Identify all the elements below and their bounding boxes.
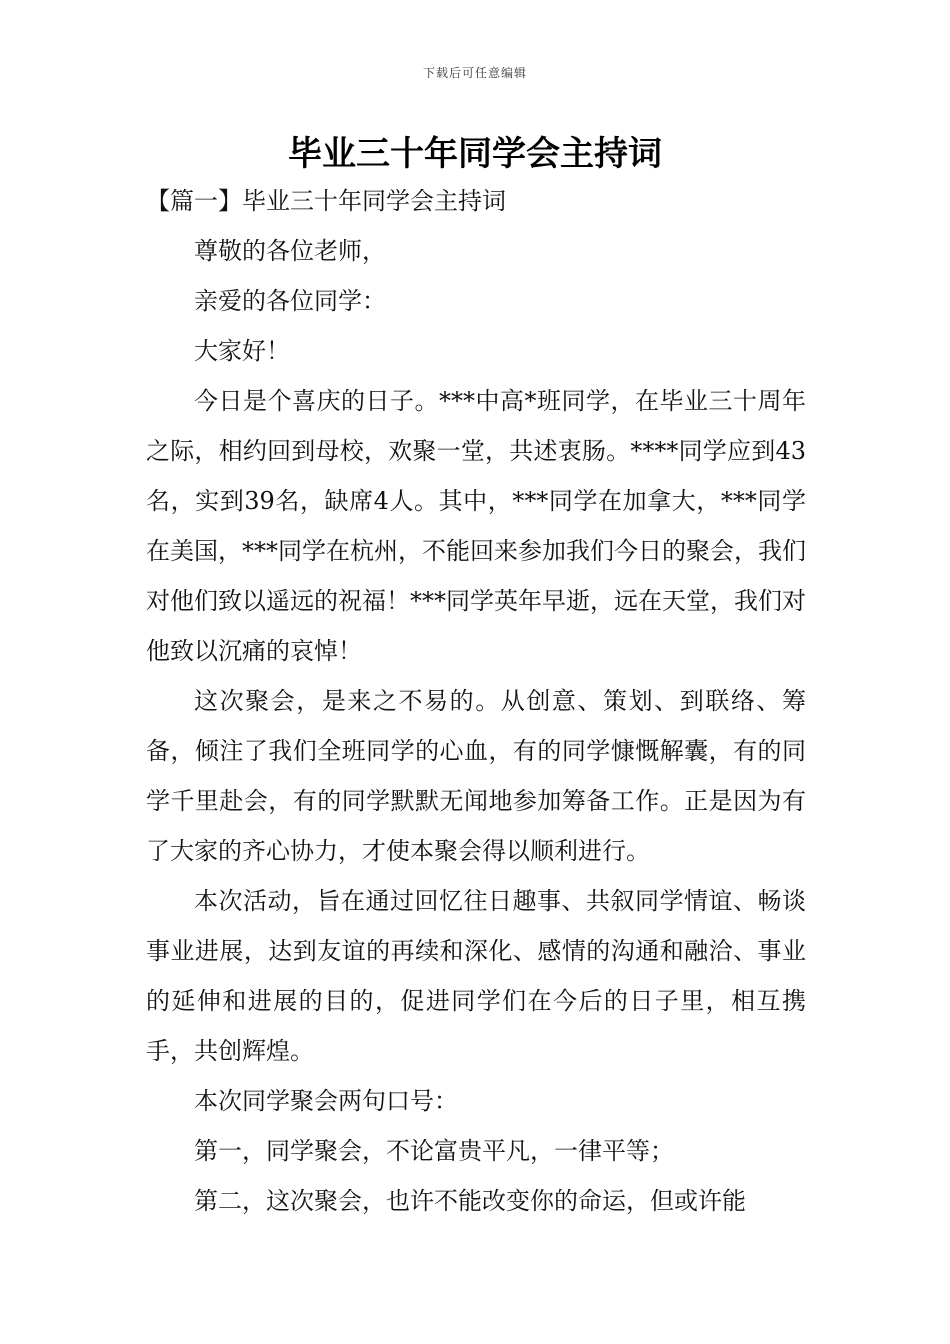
section-heading: 【篇一】毕业三十年同学会主持词: [146, 187, 506, 215]
document-title: 毕业三十年同学会主持词: [288, 134, 662, 174]
paragraph-slogan-one: 第一，同学聚会，不论富贵平凡，一律平等；: [194, 1137, 674, 1165]
paragraph-hello: 大家好！: [194, 337, 290, 365]
paragraph-slogans-intro: 本次同学聚会两句口号：: [194, 1087, 458, 1115]
paragraph-intro: 今日是个喜庆的日子。***中高*班同学，在毕业三十周年之际，相约回到母校，欢聚一堂，共述衷肠。****同学应到43名，实到39名，缺席4人。其中，***同学在加拿大，***同学在美国，***同学在杭州，不能回来参加我们今日的聚会，我们对他们致以遥远的祝福！***同学英年早逝，远在天堂，我们对他致以沉痛的哀悼！: [146, 387, 806, 665]
paragraph-slogan-two: 第二，这次聚会，也许不能改变你的命运，但或许能: [194, 1187, 746, 1215]
paragraph-purpose: 本次活动，旨在通过回忆往日趣事、共叙同学情谊、畅谈事业进展，达到友谊的再续和深化、感情的沟通和融洽、事业的延伸和进展的目的，促进同学们在今后的日子里，相互携手，共创辉煌。: [146, 887, 806, 1065]
paragraph-preparation: 这次聚会，是来之不易的。从创意、策划、到联络、筹备，倾注了我们全班同学的心血，有的同学慷慨解囊，有的同学千里赴会，有的同学默默无闻地参加筹备工作。正是因为有了大家的齐心协力，才使本聚会得以顺利进行。: [146, 687, 806, 865]
paragraph-greeting-teachers: 尊敬的各位老师，: [194, 237, 386, 265]
document-body: [146, 176, 806, 1226]
header-note: 下载后可任意编辑: [422, 66, 527, 80]
paragraph-greeting-classmates: 亲爱的各位同学：: [194, 287, 386, 315]
